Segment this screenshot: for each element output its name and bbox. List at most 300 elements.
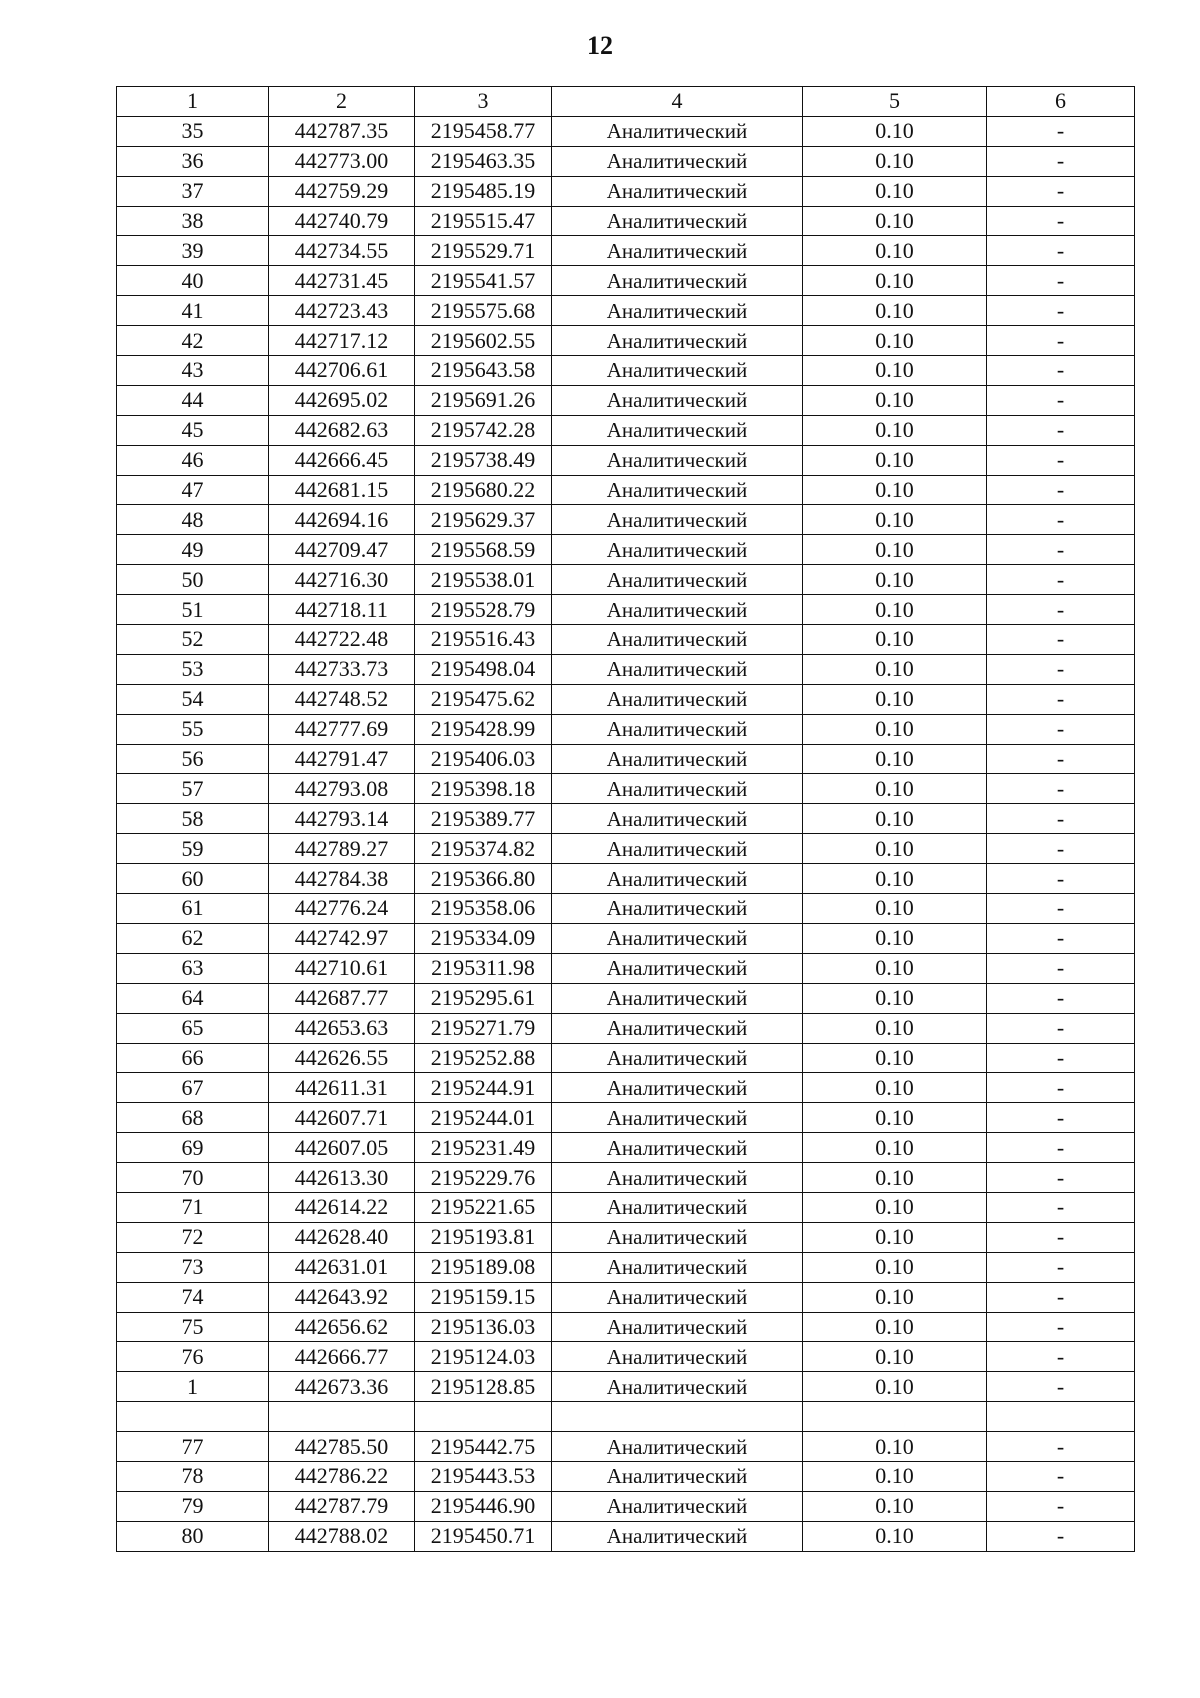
cell-note: - [987, 565, 1135, 595]
table-row [117, 1282, 1135, 1312]
cell-y-coordinate: 2195271.79 [415, 1013, 552, 1043]
table-row [117, 1402, 1135, 1432]
cell-note: - [987, 266, 1135, 296]
cell-method: Аналитический [552, 356, 803, 386]
table-row [117, 923, 1135, 953]
cell-note: - [987, 744, 1135, 774]
cell-accuracy: 0.10 [803, 595, 987, 625]
table-row [117, 595, 1135, 625]
cell-note: - [987, 684, 1135, 714]
header-cell-2: 2 [269, 87, 415, 117]
table-row [117, 1342, 1135, 1372]
cell-point-number: 63 [117, 953, 269, 983]
cell-accuracy: 0.10 [803, 804, 987, 834]
cell-point-number: 49 [117, 535, 269, 565]
table-row [117, 774, 1135, 804]
cell-note: - [987, 1461, 1135, 1491]
cell-accuracy: 0.10 [803, 625, 987, 655]
cell-y-coordinate: 2195311.98 [415, 953, 552, 983]
cell-note: - [987, 864, 1135, 894]
cell-point-number: 53 [117, 654, 269, 684]
table-row [117, 1073, 1135, 1103]
cell-y-coordinate: 2195450.71 [415, 1521, 552, 1551]
cell-accuracy [803, 1402, 987, 1432]
cell-accuracy: 0.10 [803, 744, 987, 774]
cell-x-coordinate: 442666.45 [269, 445, 415, 475]
cell-note: - [987, 1222, 1135, 1252]
cell-y-coordinate: 2195516.43 [415, 625, 552, 655]
cell-method: Аналитический [552, 505, 803, 535]
cell-note: - [987, 356, 1135, 386]
cell-accuracy: 0.10 [803, 505, 987, 535]
cell-y-coordinate: 2195334.09 [415, 923, 552, 953]
cell-method: Аналитический [552, 654, 803, 684]
cell-x-coordinate: 442709.47 [269, 535, 415, 565]
cell-y-coordinate: 2195446.90 [415, 1491, 552, 1521]
cell-point-number: 43 [117, 356, 269, 386]
cell-method: Аналитический [552, 1312, 803, 1342]
table-row [117, 326, 1135, 356]
cell-method: Аналитический [552, 834, 803, 864]
cell-x-coordinate: 442682.63 [269, 415, 415, 445]
table-row [117, 146, 1135, 176]
cell-x-coordinate: 442773.00 [269, 146, 415, 176]
cell-accuracy: 0.10 [803, 1192, 987, 1222]
cell-note: - [987, 535, 1135, 565]
table-row [117, 894, 1135, 924]
cell-point-number: 52 [117, 625, 269, 655]
cell-accuracy: 0.10 [803, 385, 987, 415]
cell-note: - [987, 1073, 1135, 1103]
cell-y-coordinate: 2195529.71 [415, 236, 552, 266]
cell-y-coordinate: 2195406.03 [415, 744, 552, 774]
cell-y-coordinate: 2195443.53 [415, 1461, 552, 1491]
cell-note: - [987, 445, 1135, 475]
cell-x-coordinate: 442643.92 [269, 1282, 415, 1312]
cell-point-number: 64 [117, 983, 269, 1013]
cell-accuracy: 0.10 [803, 654, 987, 684]
cell-method: Аналитический [552, 684, 803, 714]
table-row [117, 385, 1135, 415]
table-row [117, 1222, 1135, 1252]
table-row [117, 1103, 1135, 1133]
cell-accuracy: 0.10 [803, 1312, 987, 1342]
cell-point-number: 59 [117, 834, 269, 864]
cell-method: Аналитический [552, 385, 803, 415]
cell-accuracy: 0.10 [803, 1521, 987, 1551]
cell-note: - [987, 894, 1135, 924]
cell-note: - [987, 804, 1135, 834]
cell-note: - [987, 953, 1135, 983]
cell-method: Аналитический [552, 1432, 803, 1462]
table-row [117, 1491, 1135, 1521]
cell-method: Аналитический [552, 1372, 803, 1402]
cell-x-coordinate: 442793.14 [269, 804, 415, 834]
cell-y-coordinate: 2195541.57 [415, 266, 552, 296]
cell-method: Аналитический [552, 1282, 803, 1312]
cell-note: - [987, 1103, 1135, 1133]
cell-y-coordinate: 2195643.58 [415, 356, 552, 386]
cell-accuracy: 0.10 [803, 1043, 987, 1073]
cell-point-number: 74 [117, 1282, 269, 1312]
cell-y-coordinate: 2195629.37 [415, 505, 552, 535]
header-cell-1: 1 [117, 87, 269, 117]
cell-y-coordinate: 2195538.01 [415, 565, 552, 595]
cell-y-coordinate: 2195124.03 [415, 1342, 552, 1372]
table-row [117, 535, 1135, 565]
cell-accuracy: 0.10 [803, 1103, 987, 1133]
header-cell-3: 3 [415, 87, 552, 117]
cell-method: Аналитический [552, 1163, 803, 1193]
cell-y-coordinate: 2195374.82 [415, 834, 552, 864]
cell-accuracy: 0.10 [803, 1133, 987, 1163]
cell-y-coordinate: 2195738.49 [415, 445, 552, 475]
cell-x-coordinate: 442793.08 [269, 774, 415, 804]
cell-note: - [987, 1043, 1135, 1073]
cell-x-coordinate: 442788.02 [269, 1521, 415, 1551]
cell-y-coordinate: 2195458.77 [415, 116, 552, 146]
cell-method: Аналитический [552, 146, 803, 176]
cell-x-coordinate: 442607.05 [269, 1133, 415, 1163]
cell-point-number: 1 [117, 1372, 269, 1402]
cell-note: - [987, 1133, 1135, 1163]
cell-accuracy: 0.10 [803, 983, 987, 1013]
cell-note: - [987, 1342, 1135, 1372]
cell-y-coordinate: 2195442.75 [415, 1432, 552, 1462]
cell-accuracy: 0.10 [803, 565, 987, 595]
cell-note: - [987, 595, 1135, 625]
cell-x-coordinate: 442784.38 [269, 864, 415, 894]
cell-note: - [987, 983, 1135, 1013]
cell-accuracy: 0.10 [803, 206, 987, 236]
cell-x-coordinate: 442710.61 [269, 953, 415, 983]
cell-y-coordinate: 2195229.76 [415, 1163, 552, 1193]
cell-accuracy: 0.10 [803, 1013, 987, 1043]
cell-note: - [987, 1372, 1135, 1402]
cell-note: - [987, 1491, 1135, 1521]
cell-accuracy: 0.10 [803, 894, 987, 924]
cell-method: Аналитический [552, 116, 803, 146]
cell-method: Аналитический [552, 625, 803, 655]
cell-point-number: 78 [117, 1461, 269, 1491]
cell-note: - [987, 296, 1135, 326]
cell-point-number: 41 [117, 296, 269, 326]
cell-note: - [987, 1252, 1135, 1282]
cell-x-coordinate: 442748.52 [269, 684, 415, 714]
cell-x-coordinate: 442673.36 [269, 1372, 415, 1402]
table-row [117, 565, 1135, 595]
cell-point-number: 68 [117, 1103, 269, 1133]
table-row [117, 475, 1135, 505]
cell-note: - [987, 385, 1135, 415]
cell-accuracy: 0.10 [803, 953, 987, 983]
cell-x-coordinate: 442628.40 [269, 1222, 415, 1252]
cell-x-coordinate: 442789.27 [269, 834, 415, 864]
cell-method: Аналитический [552, 1103, 803, 1133]
cell-x-coordinate: 442776.24 [269, 894, 415, 924]
cell-x-coordinate: 442791.47 [269, 744, 415, 774]
cell-accuracy: 0.10 [803, 1491, 987, 1521]
cell-point-number: 55 [117, 714, 269, 744]
cell-accuracy: 0.10 [803, 1252, 987, 1282]
cell-method: Аналитический [552, 1222, 803, 1252]
cell-x-coordinate: 442656.62 [269, 1312, 415, 1342]
cell-note: - [987, 326, 1135, 356]
cell-y-coordinate: 2195136.03 [415, 1312, 552, 1342]
cell-x-coordinate: 442666.77 [269, 1342, 415, 1372]
cell-accuracy: 0.10 [803, 176, 987, 206]
page-number: 12 [587, 31, 613, 60]
cell-x-coordinate: 442626.55 [269, 1043, 415, 1073]
header-cell-4: 4 [552, 87, 803, 117]
cell-point-number: 45 [117, 415, 269, 445]
cell-method: Аналитический [552, 475, 803, 505]
table-row [117, 953, 1135, 983]
table-row [117, 1252, 1135, 1282]
table-row [117, 1013, 1135, 1043]
cell-x-coordinate: 442607.71 [269, 1103, 415, 1133]
cell-note: - [987, 654, 1135, 684]
cell-accuracy: 0.10 [803, 236, 987, 266]
table-row [117, 236, 1135, 266]
cell-x-coordinate: 442631.01 [269, 1252, 415, 1282]
cell-point-number: 65 [117, 1013, 269, 1043]
cell-y-coordinate: 2195515.47 [415, 206, 552, 236]
cell-point-number: 38 [117, 206, 269, 236]
cell-accuracy: 0.10 [803, 714, 987, 744]
cell-y-coordinate: 2195602.55 [415, 326, 552, 356]
cell-point-number: 66 [117, 1043, 269, 1073]
cell-x-coordinate: 442777.69 [269, 714, 415, 744]
table-row [117, 654, 1135, 684]
cell-note: - [987, 1312, 1135, 1342]
cell-method: Аналитический [552, 1073, 803, 1103]
cell-accuracy: 0.10 [803, 326, 987, 356]
cell-accuracy: 0.10 [803, 923, 987, 953]
cell-x-coordinate: 442611.31 [269, 1073, 415, 1103]
cell-note: - [987, 1521, 1135, 1551]
cell-point-number: 58 [117, 804, 269, 834]
cell-x-coordinate: 442695.02 [269, 385, 415, 415]
cell-x-coordinate: 442614.22 [269, 1192, 415, 1222]
cell-accuracy: 0.10 [803, 445, 987, 475]
cell-point-number: 40 [117, 266, 269, 296]
cell-x-coordinate: 442687.77 [269, 983, 415, 1013]
cell-point-number: 37 [117, 176, 269, 206]
cell-y-coordinate: 2195189.08 [415, 1252, 552, 1282]
cell-method: Аналитический [552, 714, 803, 744]
cell-note: - [987, 1163, 1135, 1193]
cell-y-coordinate: 2195691.26 [415, 385, 552, 415]
cell-point-number [117, 1402, 269, 1432]
cell-x-coordinate: 442706.61 [269, 356, 415, 386]
cell-point-number: 71 [117, 1192, 269, 1222]
cell-method: Аналитический [552, 1342, 803, 1372]
cell-accuracy: 0.10 [803, 356, 987, 386]
cell-accuracy: 0.10 [803, 684, 987, 714]
cell-x-coordinate: 442785.50 [269, 1432, 415, 1462]
cell-accuracy: 0.10 [803, 1282, 987, 1312]
cell-note: - [987, 714, 1135, 744]
cell-y-coordinate: 2195498.04 [415, 654, 552, 684]
cell-note: - [987, 1282, 1135, 1312]
cell-x-coordinate: 442722.48 [269, 625, 415, 655]
cell-point-number: 80 [117, 1521, 269, 1551]
table-row [117, 1432, 1135, 1462]
cell-note: - [987, 625, 1135, 655]
cell-method: Аналитический [552, 176, 803, 206]
cell-point-number: 62 [117, 923, 269, 953]
cell-point-number: 44 [117, 385, 269, 415]
cell-y-coordinate: 2195295.61 [415, 983, 552, 1013]
cell-y-coordinate: 2195742.28 [415, 415, 552, 445]
cell-accuracy: 0.10 [803, 1342, 987, 1372]
cell-x-coordinate: 442759.29 [269, 176, 415, 206]
table-row [117, 684, 1135, 714]
cell-point-number: 47 [117, 475, 269, 505]
cell-point-number: 75 [117, 1312, 269, 1342]
cell-method: Аналитический [552, 445, 803, 475]
cell-note: - [987, 415, 1135, 445]
cell-point-number: 48 [117, 505, 269, 535]
cell-accuracy: 0.10 [803, 834, 987, 864]
cell-accuracy: 0.10 [803, 1073, 987, 1103]
table-row [117, 1163, 1135, 1193]
cell-method: Аналитический [552, 326, 803, 356]
cell-note [987, 1402, 1135, 1432]
cell-y-coordinate: 2195366.80 [415, 864, 552, 894]
cell-point-number: 76 [117, 1342, 269, 1372]
cell-x-coordinate: 442723.43 [269, 296, 415, 326]
cell-note: - [987, 146, 1135, 176]
cell-method: Аналитический [552, 1192, 803, 1222]
cell-point-number: 69 [117, 1133, 269, 1163]
cell-note: - [987, 475, 1135, 505]
cell-y-coordinate: 2195231.49 [415, 1133, 552, 1163]
cell-note: - [987, 1432, 1135, 1462]
cell-x-coordinate: 442731.45 [269, 266, 415, 296]
cell-method: Аналитический [552, 565, 803, 595]
cell-y-coordinate: 2195398.18 [415, 774, 552, 804]
table-row [117, 625, 1135, 655]
cell-accuracy: 0.10 [803, 535, 987, 565]
cell-accuracy: 0.10 [803, 146, 987, 176]
cell-accuracy: 0.10 [803, 1461, 987, 1491]
cell-method: Аналитический [552, 1013, 803, 1043]
cell-point-number: 57 [117, 774, 269, 804]
table-row [117, 296, 1135, 326]
table-row [117, 1312, 1135, 1342]
table-row [117, 864, 1135, 894]
cell-point-number: 60 [117, 864, 269, 894]
cell-method: Аналитический [552, 1491, 803, 1521]
cell-x-coordinate [269, 1402, 415, 1432]
table-row [117, 714, 1135, 744]
cell-point-number: 50 [117, 565, 269, 595]
cell-method: Аналитический [552, 1043, 803, 1073]
cell-point-number: 51 [117, 595, 269, 625]
coordinates-table [116, 86, 1135, 1552]
cell-point-number: 35 [117, 116, 269, 146]
cell-note: - [987, 923, 1135, 953]
cell-y-coordinate: 2195128.85 [415, 1372, 552, 1402]
cell-method: Аналитический [552, 535, 803, 565]
table-row [117, 116, 1135, 146]
header-cell-6: 6 [987, 87, 1135, 117]
cell-point-number: 72 [117, 1222, 269, 1252]
cell-accuracy: 0.10 [803, 1222, 987, 1252]
cell-point-number: 56 [117, 744, 269, 774]
table-body [117, 87, 1135, 1552]
cell-method: Аналитический [552, 236, 803, 266]
cell-method: Аналитический [552, 266, 803, 296]
cell-accuracy: 0.10 [803, 266, 987, 296]
cell-note: - [987, 1192, 1135, 1222]
cell-accuracy: 0.10 [803, 296, 987, 326]
cell-note: - [987, 1013, 1135, 1043]
cell-method: Аналитический [552, 1521, 803, 1551]
cell-y-coordinate: 2195528.79 [415, 595, 552, 625]
cell-x-coordinate: 442613.30 [269, 1163, 415, 1193]
cell-y-coordinate: 2195159.15 [415, 1282, 552, 1312]
cell-point-number: 70 [117, 1163, 269, 1193]
cell-x-coordinate: 442718.11 [269, 595, 415, 625]
cell-accuracy: 0.10 [803, 475, 987, 505]
table-row [117, 356, 1135, 386]
cell-point-number: 36 [117, 146, 269, 176]
cell-method [552, 1402, 803, 1432]
cell-note: - [987, 774, 1135, 804]
table-row [117, 744, 1135, 774]
cell-x-coordinate: 442787.79 [269, 1491, 415, 1521]
cell-x-coordinate: 442733.73 [269, 654, 415, 684]
cell-accuracy: 0.10 [803, 1432, 987, 1462]
cell-accuracy: 0.10 [803, 1163, 987, 1193]
cell-method: Аналитический [552, 415, 803, 445]
table-row [117, 1372, 1135, 1402]
cell-y-coordinate: 2195244.01 [415, 1103, 552, 1133]
cell-y-coordinate: 2195221.65 [415, 1192, 552, 1222]
table-row [117, 834, 1135, 864]
cell-x-coordinate: 442653.63 [269, 1013, 415, 1043]
cell-point-number: 73 [117, 1252, 269, 1282]
cell-y-coordinate: 2195680.22 [415, 475, 552, 505]
table-row [117, 1133, 1135, 1163]
cell-y-coordinate: 2195252.88 [415, 1043, 552, 1073]
cell-y-coordinate: 2195475.62 [415, 684, 552, 714]
cell-method: Аналитический [552, 296, 803, 326]
cell-x-coordinate: 442742.97 [269, 923, 415, 953]
cell-x-coordinate: 442786.22 [269, 1461, 415, 1491]
cell-point-number: 61 [117, 894, 269, 924]
cell-point-number: 42 [117, 326, 269, 356]
cell-method: Аналитический [552, 953, 803, 983]
table-row [117, 1043, 1135, 1073]
table-row [117, 983, 1135, 1013]
table-row [117, 1521, 1135, 1551]
cell-x-coordinate: 442694.16 [269, 505, 415, 535]
cell-method: Аналитический [552, 744, 803, 774]
cell-method: Аналитический [552, 774, 803, 804]
cell-x-coordinate: 442717.12 [269, 326, 415, 356]
header-row [117, 87, 1135, 117]
table-row [117, 266, 1135, 296]
cell-x-coordinate: 442787.35 [269, 116, 415, 146]
cell-point-number: 46 [117, 445, 269, 475]
cell-note: - [987, 834, 1135, 864]
cell-method: Аналитический [552, 1252, 803, 1282]
cell-method: Аналитический [552, 595, 803, 625]
